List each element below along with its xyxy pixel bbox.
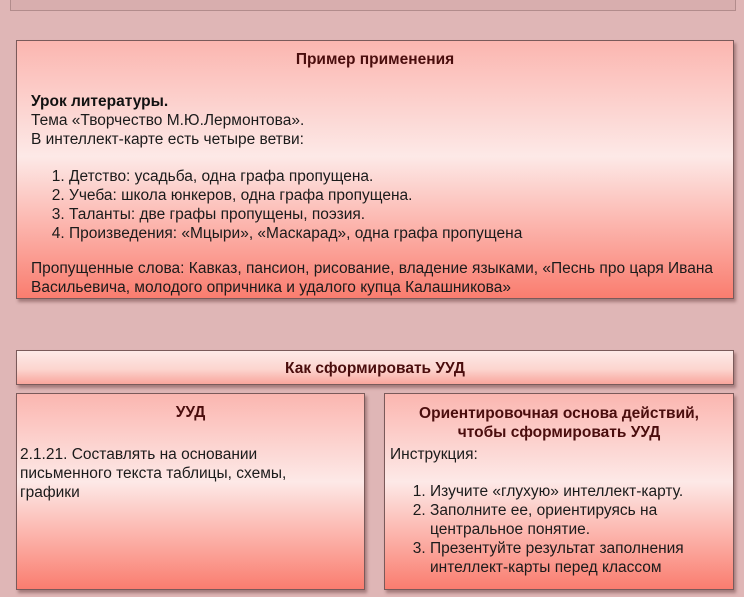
lesson-theme: Тема «Творчество М.Ю.Лермонтова». xyxy=(31,112,305,129)
lesson-title: Урок литературы. xyxy=(31,93,169,110)
how-to-header xyxy=(16,350,734,385)
example-title: Пример применения xyxy=(295,51,455,68)
list-item: 4. Произведения: «Мцыри», «Маскарад», одна графа пропущена xyxy=(69,224,723,243)
basis-card xyxy=(384,393,734,590)
list-item: 2. Заполните ее, ориентируясь на центральное понятие. xyxy=(430,501,725,539)
uud-title: УУД xyxy=(175,404,206,421)
missing-words: Пропущенные слова: Кавказ, пансион, рисование, владение языками, «Песнь про царя Ивана Васильевича, молодого опричника и удалого купца Калашникова» xyxy=(31,260,714,296)
list-item: 1. Детство: усадьба, одна графа пропущена. xyxy=(69,167,723,186)
basis-title-line2: чтобы сформировать УУД xyxy=(457,424,661,441)
list-item: 1. Изучите «глухую» интеллект-карту. xyxy=(430,482,725,501)
how-to-title: Как сформировать УУД xyxy=(285,360,465,377)
example-card xyxy=(16,40,734,299)
list-item: 3. Таланты: две графы пропущены, поэзия. xyxy=(69,205,723,224)
steps-list xyxy=(390,482,725,577)
uud-card xyxy=(16,393,365,590)
instruction-label: Инструкция: xyxy=(390,446,478,463)
basis-body xyxy=(390,445,725,577)
list-item: 3. Презентуйте результат заполнения интеллект-карты перед классом xyxy=(430,539,725,577)
branches-intro: В интеллект-карте есть четыре ветви: xyxy=(31,131,304,148)
example-body xyxy=(31,92,723,297)
basis-title xyxy=(385,404,733,442)
branches-list xyxy=(31,167,723,243)
basis-title-line1: Ориентировочная основа действий, xyxy=(419,405,699,422)
top-frame xyxy=(10,0,736,11)
list-item: 2. Учеба: школа юнкеров, одна графа пропущена. xyxy=(69,186,723,205)
uud-text: 2.1.21. Составлять на основании письменного текста таблицы, схемы, графики xyxy=(20,446,287,501)
